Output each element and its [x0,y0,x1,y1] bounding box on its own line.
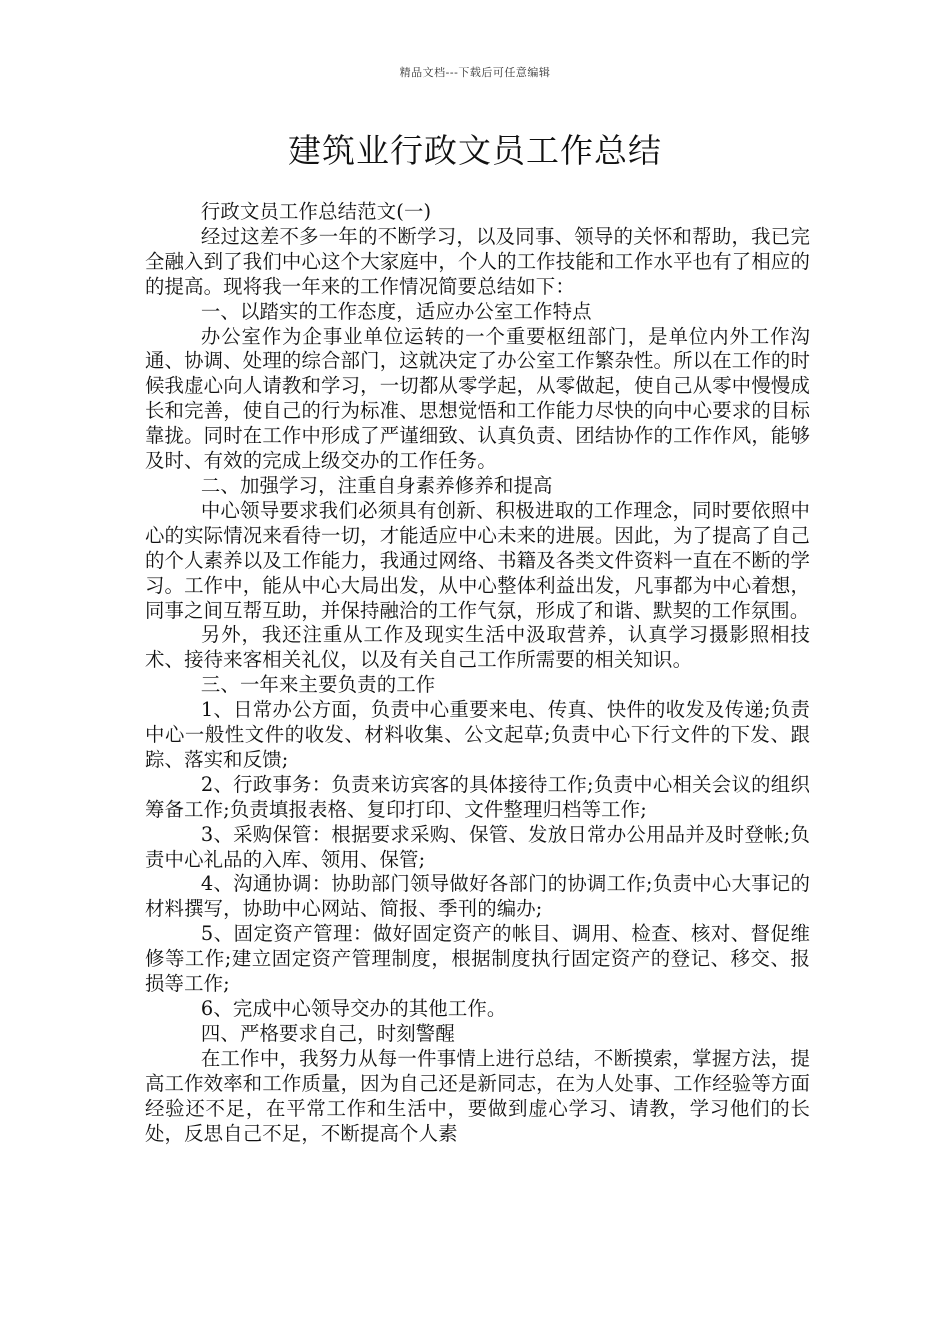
list-item-1: 1、日常办公方面，负责中心重要来电、传真、快件的收发及传递;负责中心一般性文件的收发、材料收集、公文起草;负责中心下行文件的下发、跟踪、落实和反馈; [145,698,810,771]
heading-section-3: 三、一年来主要负责的工作 [200,673,436,697]
list-item-3: 3、采购保管：根据要求采购、保管、发放日常办公用品并及时登帐;负责中心礼品的入库、领用、保管; [145,822,810,871]
list-item-6: 6、完成中心领导交办的其他工作。 [200,997,507,1020]
heading-section-2: 二、加强学习，注重自身素养修养和提高 [200,473,553,497]
list-item-5: 5、固定资产管理：做好固定资产的帐目、调用、检查、核对、督促维修等工作;建立固定资产管理制度，根据制度执行固定资产的登记、移交、报损等工作; [145,922,810,996]
paragraph-section-4: 在工作中，我努力从每一件事情上进行总结，不断摸索，掌握方法，提高工作效率和工作质量，因为自己还是新同志，在为人处事、工作经验等方面经验还不足，在平常工作和生活中，要做到虚心学习、请教，学习他们的长处，反思自己不足，不断提高个人素 [145,1046,810,1145]
paragraph-section-2-extra: 另外，我还注重从工作及现实生活中汲取营养，认真学习摄影照相技术、接待来客相关礼仪，以及有关自己工作所需要的相关知识。 [145,623,810,672]
list-item-4: 4、沟通协调：协助部门领导做好各部门的协调工作;负责中心大事记的材料撰写，协助中心网站、简报、季刊的编办; [145,872,810,921]
document-body [145,200,810,1146]
paragraph-section-2: 中心领导要求我们必须具有创新、积极进取的工作理念，同时要依照中心的实际情况来看待一切，才能适应中心未来的进展。因此，为了提高了自己的个人素养以及工作能力，我通过网络、书籍及各类文件资料一直在不断的学习。工作中，能从中心大局出发，从中心整体利益出发，凡事都为中心着想，同事之间互帮互助，并保持融洽的工作气氛，形成了和谐、默契的工作氛围。 [145,498,810,622]
list-item-2: 2、行政事务：负责来访宾客的具体接待工作;负责中心相关会议的组织筹备工作;负责填报表格、复印打印、文件整理归档等工作; [145,772,810,821]
heading-section-4: 四、严格要求自己，时刻警醒 [200,1021,455,1045]
page-header-note: 精品文档---下载后可任意编辑 [399,66,551,79]
document-title: 建筑业行政文员工作总结 [288,131,662,170]
paragraph-section-1: 办公室作为企事业单位运转的一个重要枢纽部门，是单位内外工作沟通、协调、处理的综合部门，这就决定了办公室工作繁杂性。所以在工作的时候我虚心向人请教和学习，一切都从零学起，从零做起，使自己从零中慢慢成长和完善，使自己的行为标准、思想觉悟和工作能力尽快的向中心要求的目标靠拢。同时在工作中形成了严谨细致、认真负责、团结协作的工作作风，能够及时、有效的完成上级交办的工作任务。 [145,324,810,473]
paragraph-section-subtitle: 行政文员工作总结范文(一) [200,200,432,223]
paragraph-intro: 经过这差不多一年的不断学习，以及同事、领导的关怀和帮助，我已完全融入到了我们中心这个大家庭中，个人的工作技能和工作水平也有了相应的的提高。现将我一年来的工作情况简要总结如下： [145,224,810,298]
heading-section-1: 一、以踏实的工作态度，适应办公室工作特点 [200,299,592,323]
